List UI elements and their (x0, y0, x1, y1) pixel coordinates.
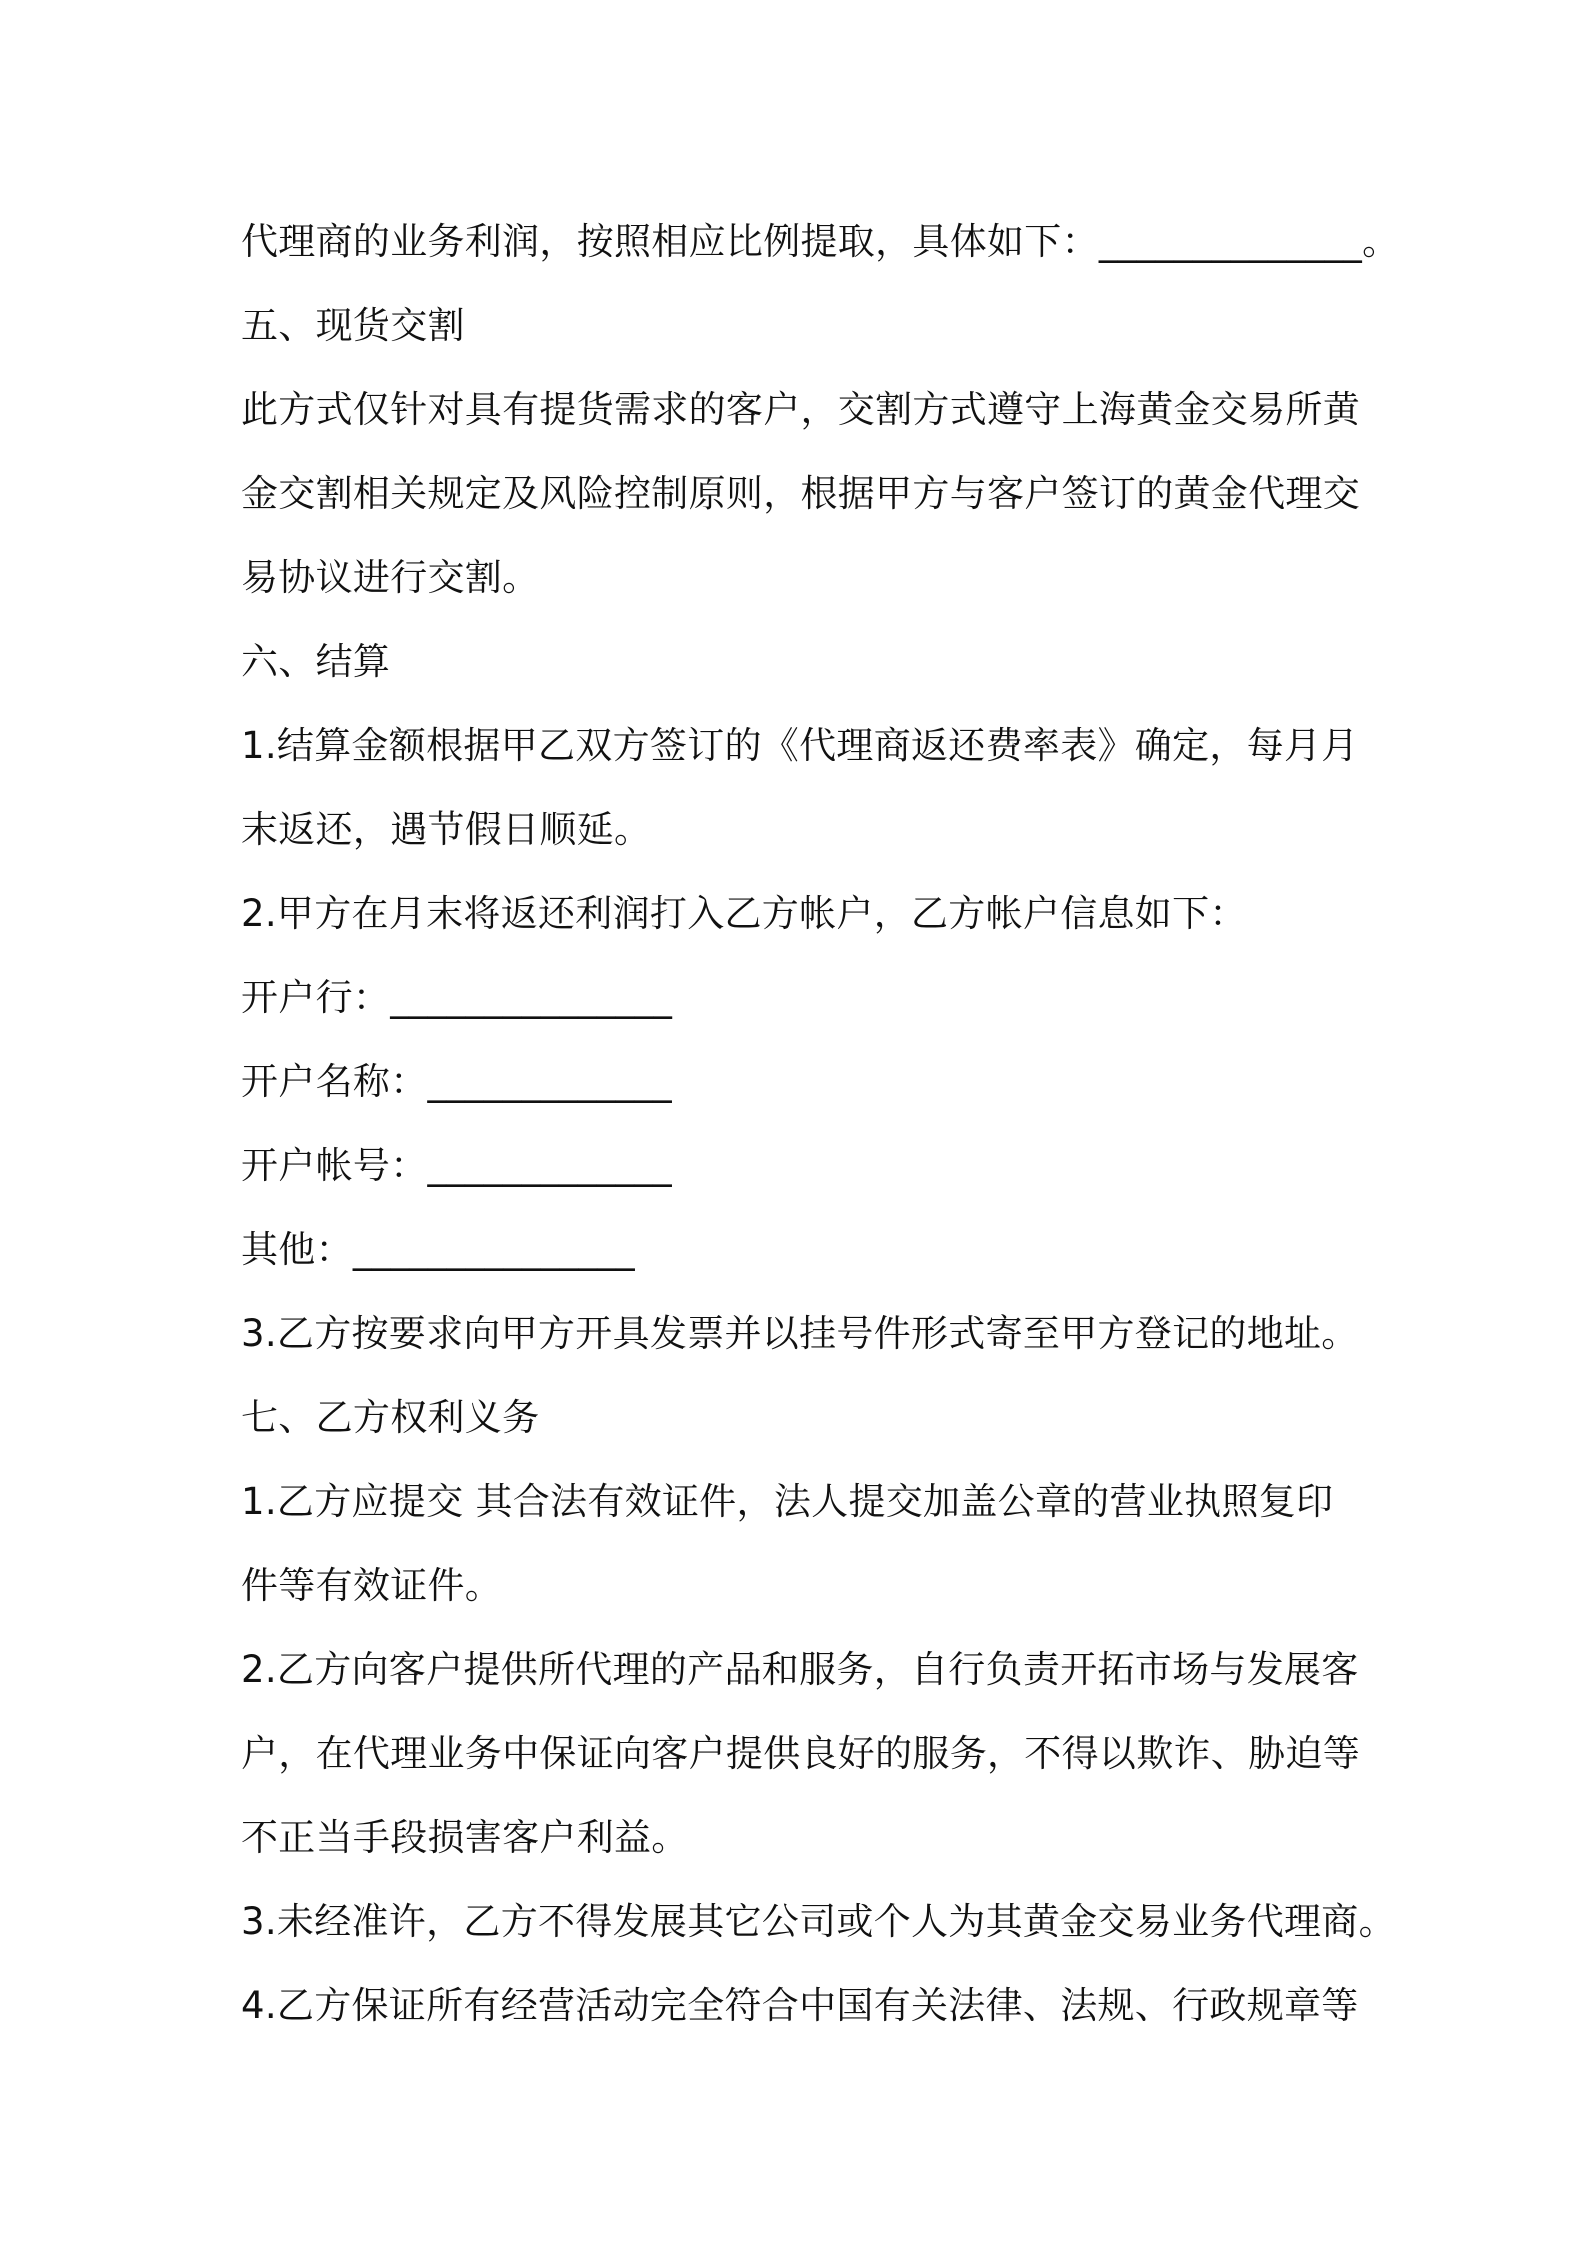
text-line: 1.结算金额根据甲乙双方签订的《代理商返还费率表》确定，每月月 (241, 724, 1359, 767)
document-body (241, 200, 1400, 2048)
text-line: 易协议进行交割。 (241, 556, 540, 599)
text-line: 2.甲方在月末将返还利润打入乙方帐户，乙方帐户信息如下： (241, 892, 1247, 935)
section-heading: 七、乙方权利义务 (241, 1396, 540, 1439)
text-line: 末返还，遇节假日顺延。 (241, 808, 652, 851)
text-line: 4.乙方保证所有经营活动完全符合中国有关法律、法规、行政规章等 (241, 1984, 1359, 2027)
form-field-other: 其他：_______________ (241, 1228, 635, 1271)
text-line: 3.未经准许，乙方不得发展其它公司或个人为其黄金交易业务代理商。 (241, 1900, 1396, 1943)
section-heading: 五、现货交割 (241, 304, 465, 347)
section-heading: 六、结算 (241, 640, 391, 683)
form-field-bank: 开户行：_______________ (241, 976, 673, 1019)
text-line: 件等有效证件。 (241, 1564, 503, 1607)
text-line: 户，在代理业务中保证向客户提供良好的服务，不得以欺诈、胁迫等 (241, 1732, 1360, 1775)
text-line: 2.乙方向客户提供所代理的产品和服务，自行负责开拓市场与发展客 (241, 1648, 1359, 1691)
form-field-account-name: 开户名称：_____________ (241, 1060, 672, 1103)
text-line: 代理商的业务利润，按照相应比例提取，具体如下：______________。 (241, 220, 1400, 263)
text-line: 不正当手段损害客户利益。 (241, 1816, 689, 1859)
text-line: 3.乙方按要求向甲方开具发票并以挂号件形式寄至甲方登记的地址。 (241, 1312, 1359, 1355)
text-line: 此方式仅针对具有提货需求的客户，交割方式遵守上海黄金交易所黄 (241, 388, 1360, 431)
text-line: 1.乙方应提交 其合法有效证件，法人提交加盖公章的营业执照复印 (241, 1480, 1334, 1523)
form-field-account-number: 开户帐号：_____________ (241, 1144, 672, 1187)
text-line: 金交割相关规定及风险控制原则，根据甲方与客户签订的黄金代理交 (241, 472, 1360, 515)
